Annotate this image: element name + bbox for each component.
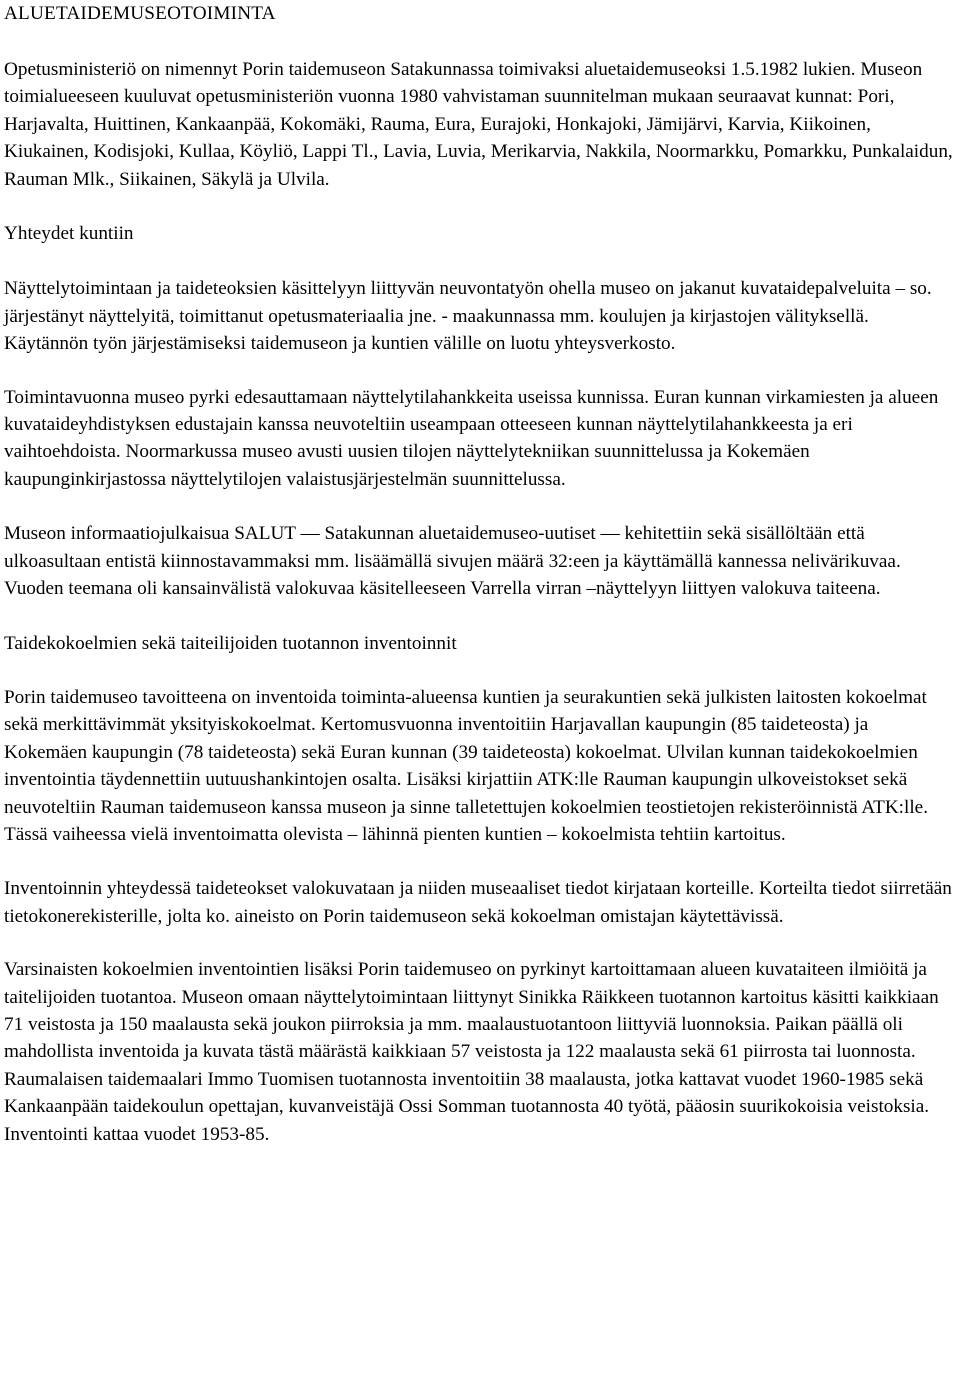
section-heading-inventories: Taidekokoelmien sekä taiteilijoiden tuotannon inventoinnit — [4, 632, 457, 654]
spacer — [4, 930, 956, 956]
paragraph-museum-designation: Opetusministeriö on nimennyt Porin taidemuseon Satakunnassa toimivaksi aluetaidemuseoksi 1.5.1982 lukien. Museon toimialueeseen kuuluvat opetusministeriön vuonna 1980 vahvistaman suunnitelman mukaan seuraavat kunnat: Pori, Harjavalta, Huittinen, Kankaanpää, Kokomäki, Rauma, Eura, Eurajoki, Honkajoki, Jämijärvi, Karvia, Kiikoinen, Kiukainen, Kodisjoki, Kullaa, Köyliö, Lappi Tl., Lavia, Luvia, Merikarvia, Nakkila, Noormarkku, Pomarkku, Punkalaidun, Rauman Mlk., Siikainen, Säkylä ja Ulvila. — [4, 59, 953, 190]
paragraph-salut-publication: Museon informaatiojulkaisua SALUT — Satakunnan aluetaidemuseo-uutiset — kehitettiin sekä sisällöltään että ulkoasultaan entistä kiinnostavammaksi mm. lisäämällä sivujen määrä 32:een ja käyttämällä kannessa nelivärikuvaa. Vuoden teemana oli kansainvälistä valokuvaa käsitelleeseen Varrella virran –näyttelyyn liittyen valokuva taiteena. — [4, 523, 901, 600]
spacer — [4, 247, 956, 275]
spacer — [4, 657, 956, 684]
spacer — [4, 603, 956, 630]
paragraph-artist-survey: Varsinaisten kokoelmien inventointien lisäksi Porin taidemuseo on pyrkinyt kartoittamaan alueen kuvataiteen ilmiöitä ja taitelijoiden tuotantoa. Museon omaan näyttelytoimintaan liittynyt Sinikka Räikkeen tuotannon kartoitus käsitti kaikkiaan 71 veistosta ja 150 maalausta sekä joukon piirroksia ja mm. maalaustuotantoon liittyviä luonnoksia. Paikan päällä oli mahdollista inventoida ja kuvata tästä määrästä kaikkiaan 57 veistosta ja 122 maalausta sekä 61 piirrosta tai luonnosta. — [4, 959, 939, 1063]
spacer — [4, 27, 956, 56]
spacer — [4, 493, 956, 520]
paragraph-tuominen-somma: Raumalaisen taidemaalari Immo Tuomisen tuotannosta inventoitiin 38 maalausta, jotka kattavat vuodet 1960-1985 sekä Kankaanpään taidekoulun opettajan, kuvanveistäjä Ossi Somman tuotannosta 40 työtä, pääosin suurikokoisia veistoksia. Inventointi kattaa vuodet 1953-85. — [4, 1068, 930, 1145]
paragraph-exhibition-facilities: Toimintavuonna museo pyrki edesauttamaan näyttelytilahankkeita useissa kunnissa. Euran kunnan virkamiesten ja alueen kuvataideyhdistyksen edustajain kanssa neuvoteltiin useampaan otteeseen kunnan näyttelytilahankkeesta ja eri vaihtoehdoista. Noormarkussa museo avusti uusien tilojen näyttelytekniikan suunnittelussa ja Kokemäen kaupunginkirjastossa näyttelytilojen valaistusjärjestelmän suunnittelussa. — [4, 386, 939, 490]
document-title: ALUETAIDEMUSEOTOIMINTA — [4, 3, 276, 24]
spacer — [4, 848, 956, 875]
section-heading-municipal-contacts: Yhteydet kuntiin — [4, 223, 134, 245]
paragraph-collection-inventory: Porin taidemuseo tavoitteena on inventoida toiminta-alueensa kuntien ja seurakuntien sekä julkisten laitosten kokoelmat sekä merkittävimmät yksityiskokoelmat. Kertomusvuonna inventoitiin Harjavallan kaupungin (85 taideteosta) ja Kokemäen kaupungin (78 taideteosta) sekä Euran kunnan (39 taideteosta) kokoelmat. Ulvilan kunnan taidekokoelmien inventointia täydennettiin uutuushankintojen osalta. Lisäksi kirjattiin ATK:lle Rauman kaupungin ulkoveistokset sekä neuvoteltiin Rauman taidemuseon kanssa museon ja sinne talletettujen kokoelmien teostietojen rekisteröinnistä ATK:lle. Tässä vaiheessa vielä inventoimatta olevista – lähinnä pienten kuntien – kokoelmista tehtiin kartoitus. — [4, 686, 928, 845]
spacer — [4, 193, 956, 220]
spacer — [4, 358, 956, 384]
paragraph-exhibition-guidance: Näyttelytoimintaan ja taideteoksien käsittelyyn liittyvän neuvontatyön ohella museo on jakanut kuvataidepalveluita – so. järjestänyt näyttelyitä, toimittanut opetusmateriaalia jne. - maakunnassa mm. koulujen ja kirjastojen välityksellä. Käytännön työn järjestämiseksi taidemuseon ja kuntien välille on luotu yhteysverkosto. — [4, 278, 932, 355]
paragraph-photography-records: Inventoinnin yhteydessä taideteokset valokuvataan ja niiden museaaliset tiedot kirjataan korteille. Korteilta tiedot siirretään tietokonerekisterille, jolta ko. aineisto on Porin taidemuseon sekä kokoelman omistajan käytettävissä. — [4, 878, 952, 927]
